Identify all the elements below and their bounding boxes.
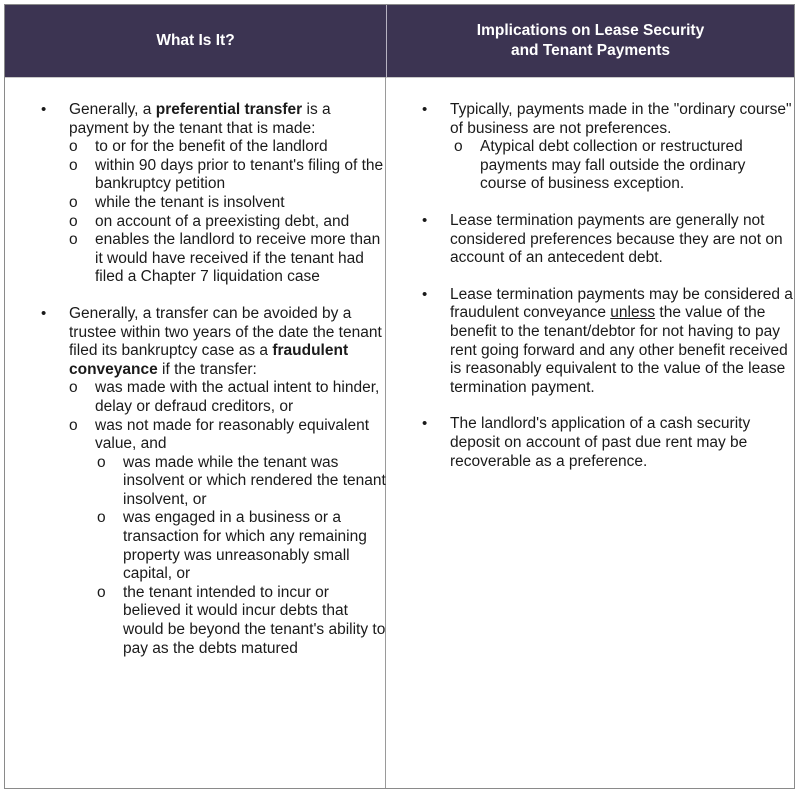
- term-fraudulent-conveyance: fraudulent conveyance: [69, 342, 349, 378]
- list-item: [67, 157, 386, 194]
- text-fragment: is a payment by the tenant that is made:: [69, 101, 331, 137]
- list-item: [67, 379, 386, 416]
- circle-glyph: o: [97, 583, 106, 601]
- circle-glyph: o: [69, 212, 78, 230]
- ordinary-course-item: [386, 101, 794, 194]
- header-what-is-it: What Is It?: [156, 32, 235, 49]
- lease-termination-fraudulent-item: [386, 286, 794, 398]
- comparison-table: [4, 4, 795, 789]
- circle-glyph: o: [69, 416, 78, 434]
- bullet-glyph: •: [422, 211, 428, 229]
- table-header: [5, 5, 794, 77]
- list-item-text: within 90 days prior to tenant's filing of the bankruptcy petition: [95, 156, 384, 193]
- circle-glyph: o: [69, 193, 78, 211]
- list-item: [67, 231, 386, 287]
- circle-glyph: o: [454, 138, 463, 156]
- fraudulent-conveyance-item: [5, 305, 386, 658]
- preferential-transfer-item: [5, 101, 386, 287]
- list-item: [95, 454, 386, 510]
- list-item-text: was engaged in a business or a transaction for which any remaining property was unreasonably small capital, or: [123, 509, 367, 583]
- list-item-text: The landlord's application of a cash security deposit on account of past due rent may be recoverable as a preference.: [450, 415, 751, 470]
- list-item: [448, 138, 794, 194]
- list-item: [67, 417, 386, 659]
- circle-glyph: o: [69, 231, 78, 249]
- header-divider: [5, 77, 794, 78]
- bullet-glyph: •: [422, 285, 428, 303]
- list-item-text: enables the landlord to receive more than it would have received if the tenant had filed a Chapter 7 liquidation case: [95, 231, 381, 286]
- list-item-text: while the tenant is insolvent: [95, 193, 285, 211]
- bullet-glyph: •: [422, 415, 428, 433]
- list-item: [67, 194, 386, 213]
- circle-glyph: o: [97, 509, 106, 527]
- list-item: [67, 213, 386, 232]
- list-item-text: was made with the actual intent to hinder, delay or defraud creditors, or: [95, 379, 380, 415]
- list-item-text: the tenant intended to incur or believed it would incur debts that would be beyond the tenant's ability to pay as the debts matured: [123, 583, 386, 657]
- underlined-unless: unless: [610, 304, 656, 322]
- circle-glyph: o: [69, 379, 78, 397]
- lease-termination-preference-item: [386, 212, 794, 268]
- text-fragment: Generally, a: [69, 101, 156, 118]
- list-item: [95, 584, 386, 658]
- security-deposit-item: [386, 415, 794, 471]
- bullet-glyph: •: [422, 101, 428, 118]
- text-fragment: Lease termination payments may be considered a fraudulent conveyance: [450, 285, 793, 322]
- text-fragment: Generally, a transfer can be avoided by a trustee within two years of the date the tenant filed its bankruptcy case as a: [69, 304, 382, 360]
- right-column: [386, 101, 794, 489]
- bullet-glyph: •: [41, 101, 47, 118]
- list-item-text: Atypical debt collection or restructured payments may fall outside the ordinary course of business exception.: [480, 138, 746, 193]
- list-item-text: to or for the benefit of the landlord: [95, 138, 328, 156]
- list-item: [95, 509, 386, 583]
- list-item: [67, 138, 386, 157]
- circle-glyph: o: [97, 453, 106, 471]
- circle-glyph: o: [69, 138, 78, 156]
- left-column: [5, 101, 386, 676]
- list-item-text: Typically, payments made in the "ordinary course" of business are not preferences.: [450, 101, 792, 137]
- circle-glyph: o: [69, 156, 78, 174]
- text-fragment: if the transfer:: [157, 360, 257, 378]
- term-preferential-transfer: preferential transfer: [155, 101, 303, 118]
- list-item-text: on account of a preexisting debt, and: [95, 212, 350, 230]
- text-fragment: the value of the benefit to the tenant/debtor for not having to pay rent going forward and any other benefit received is reasonably equivalent to the value of the lease termination payment.: [450, 304, 788, 396]
- list-item-text: Lease termination payments are generally not considered preferences because they are not on account of an antecedent debt.: [450, 211, 783, 267]
- list-item-text: was not made for reasonably equivalent value, and: [95, 416, 369, 453]
- header-implications: Implications on Lease Security and Tenant Payments: [386, 5, 794, 77]
- list-item-text: was made while the tenant was insolvent or which rendered the tenant insolvent, or: [123, 453, 386, 508]
- bullet-glyph: •: [41, 304, 47, 322]
